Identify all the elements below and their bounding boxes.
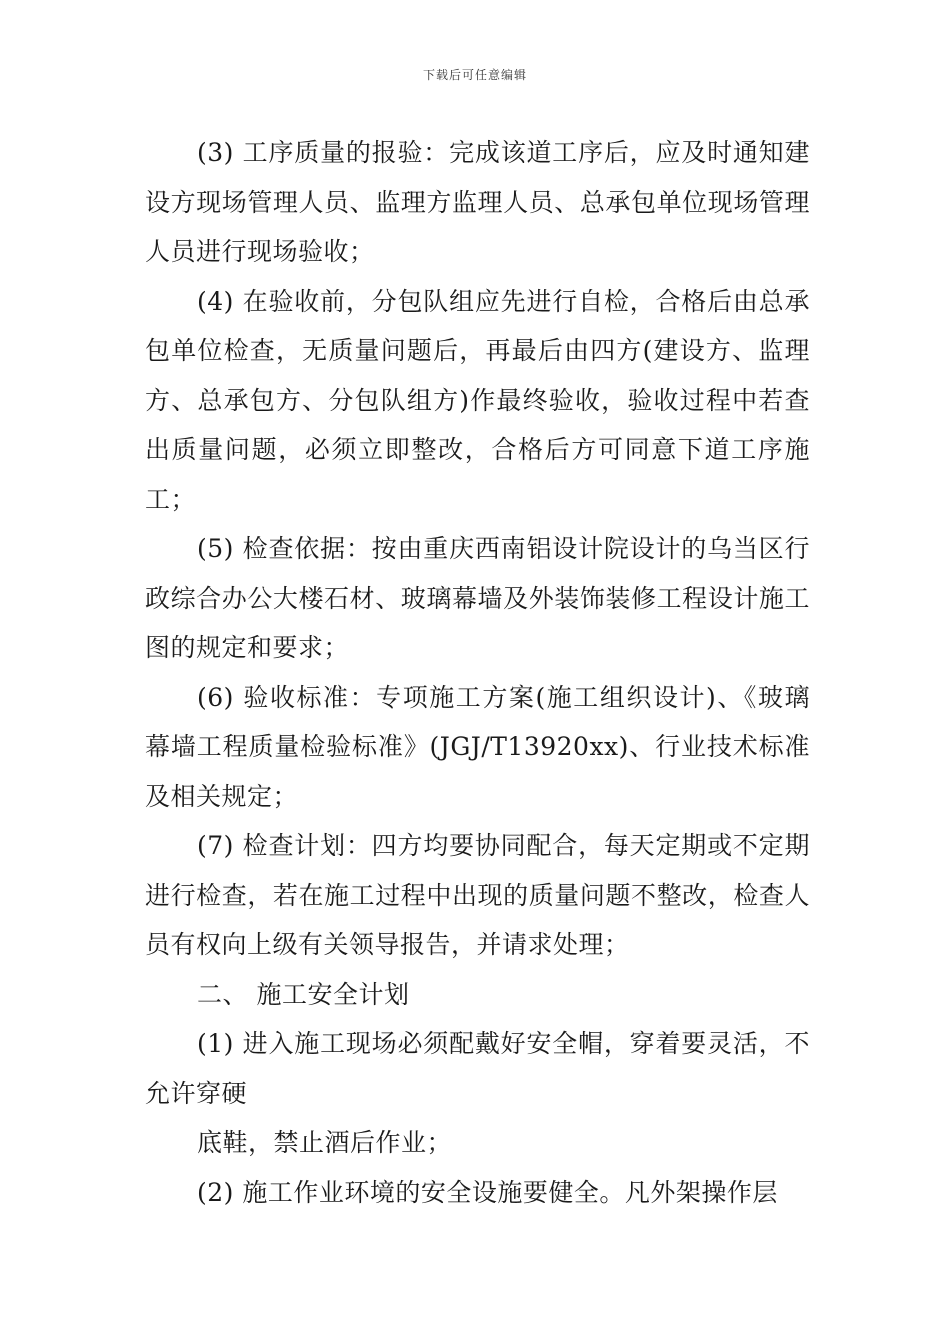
paragraph-safety-helmet-continued: 底鞋，禁止酒后作业； [197, 1128, 453, 1157]
paragraph-self-check-before-acceptance: (4) 在验收前，分包队组应先进行自检，合格后由总承包单位检查，无质量问题后，再最后由四方(建设方、监理方、总承包方、分包队组方)作最终验收，验收过程中若查出质量问题，必须立即整改，合格后方可同意下道工序施工； [145, 286, 810, 514]
paragraph-acceptance-standard: (6) 验收标准：专项施工方案(施工组织设计)、《玻璃幕墙工程质量检验标准》(JGJ/T13920xx)、行业技术标准及相关规定； [145, 682, 810, 811]
paragraph-inspection-plan: (7) 检查计划：四方均要协同配合，每天定期或不定期进行检查，若在施工过程中出现的质量问题不整改，检查人员有权向上级有关领导报告，并请求处理； [145, 831, 810, 959]
section-heading-safety-plan: 二、 施工安全计划 [197, 979, 410, 1009]
paragraph-safety-facilities: (2) 施工作业环境的安全设施要健全。凡外架操作层 [197, 1177, 778, 1207]
paragraph-quality-inspection-report: (3) 工序质量的报验：完成该道工序后，应及时通知建设方现场管理人员、监理方监理人员、总承包单位现场管理人员进行现场验收； [145, 138, 810, 266]
paragraph-safety-helmet: (1) 进入施工现场必须配戴好安全帽，穿着要灵活，不允许穿硬 [145, 1029, 810, 1108]
paragraph-inspection-basis: (5) 检查依据：按由重庆西南铝设计院设计的乌当区行政综合办公大楼石材、玻璃幕墙及外装饰装修工程设计施工图的规定和要求； [145, 534, 810, 662]
document-body [145, 128, 810, 1217]
page-header: 下载后可任意编辑 [422, 68, 527, 82]
